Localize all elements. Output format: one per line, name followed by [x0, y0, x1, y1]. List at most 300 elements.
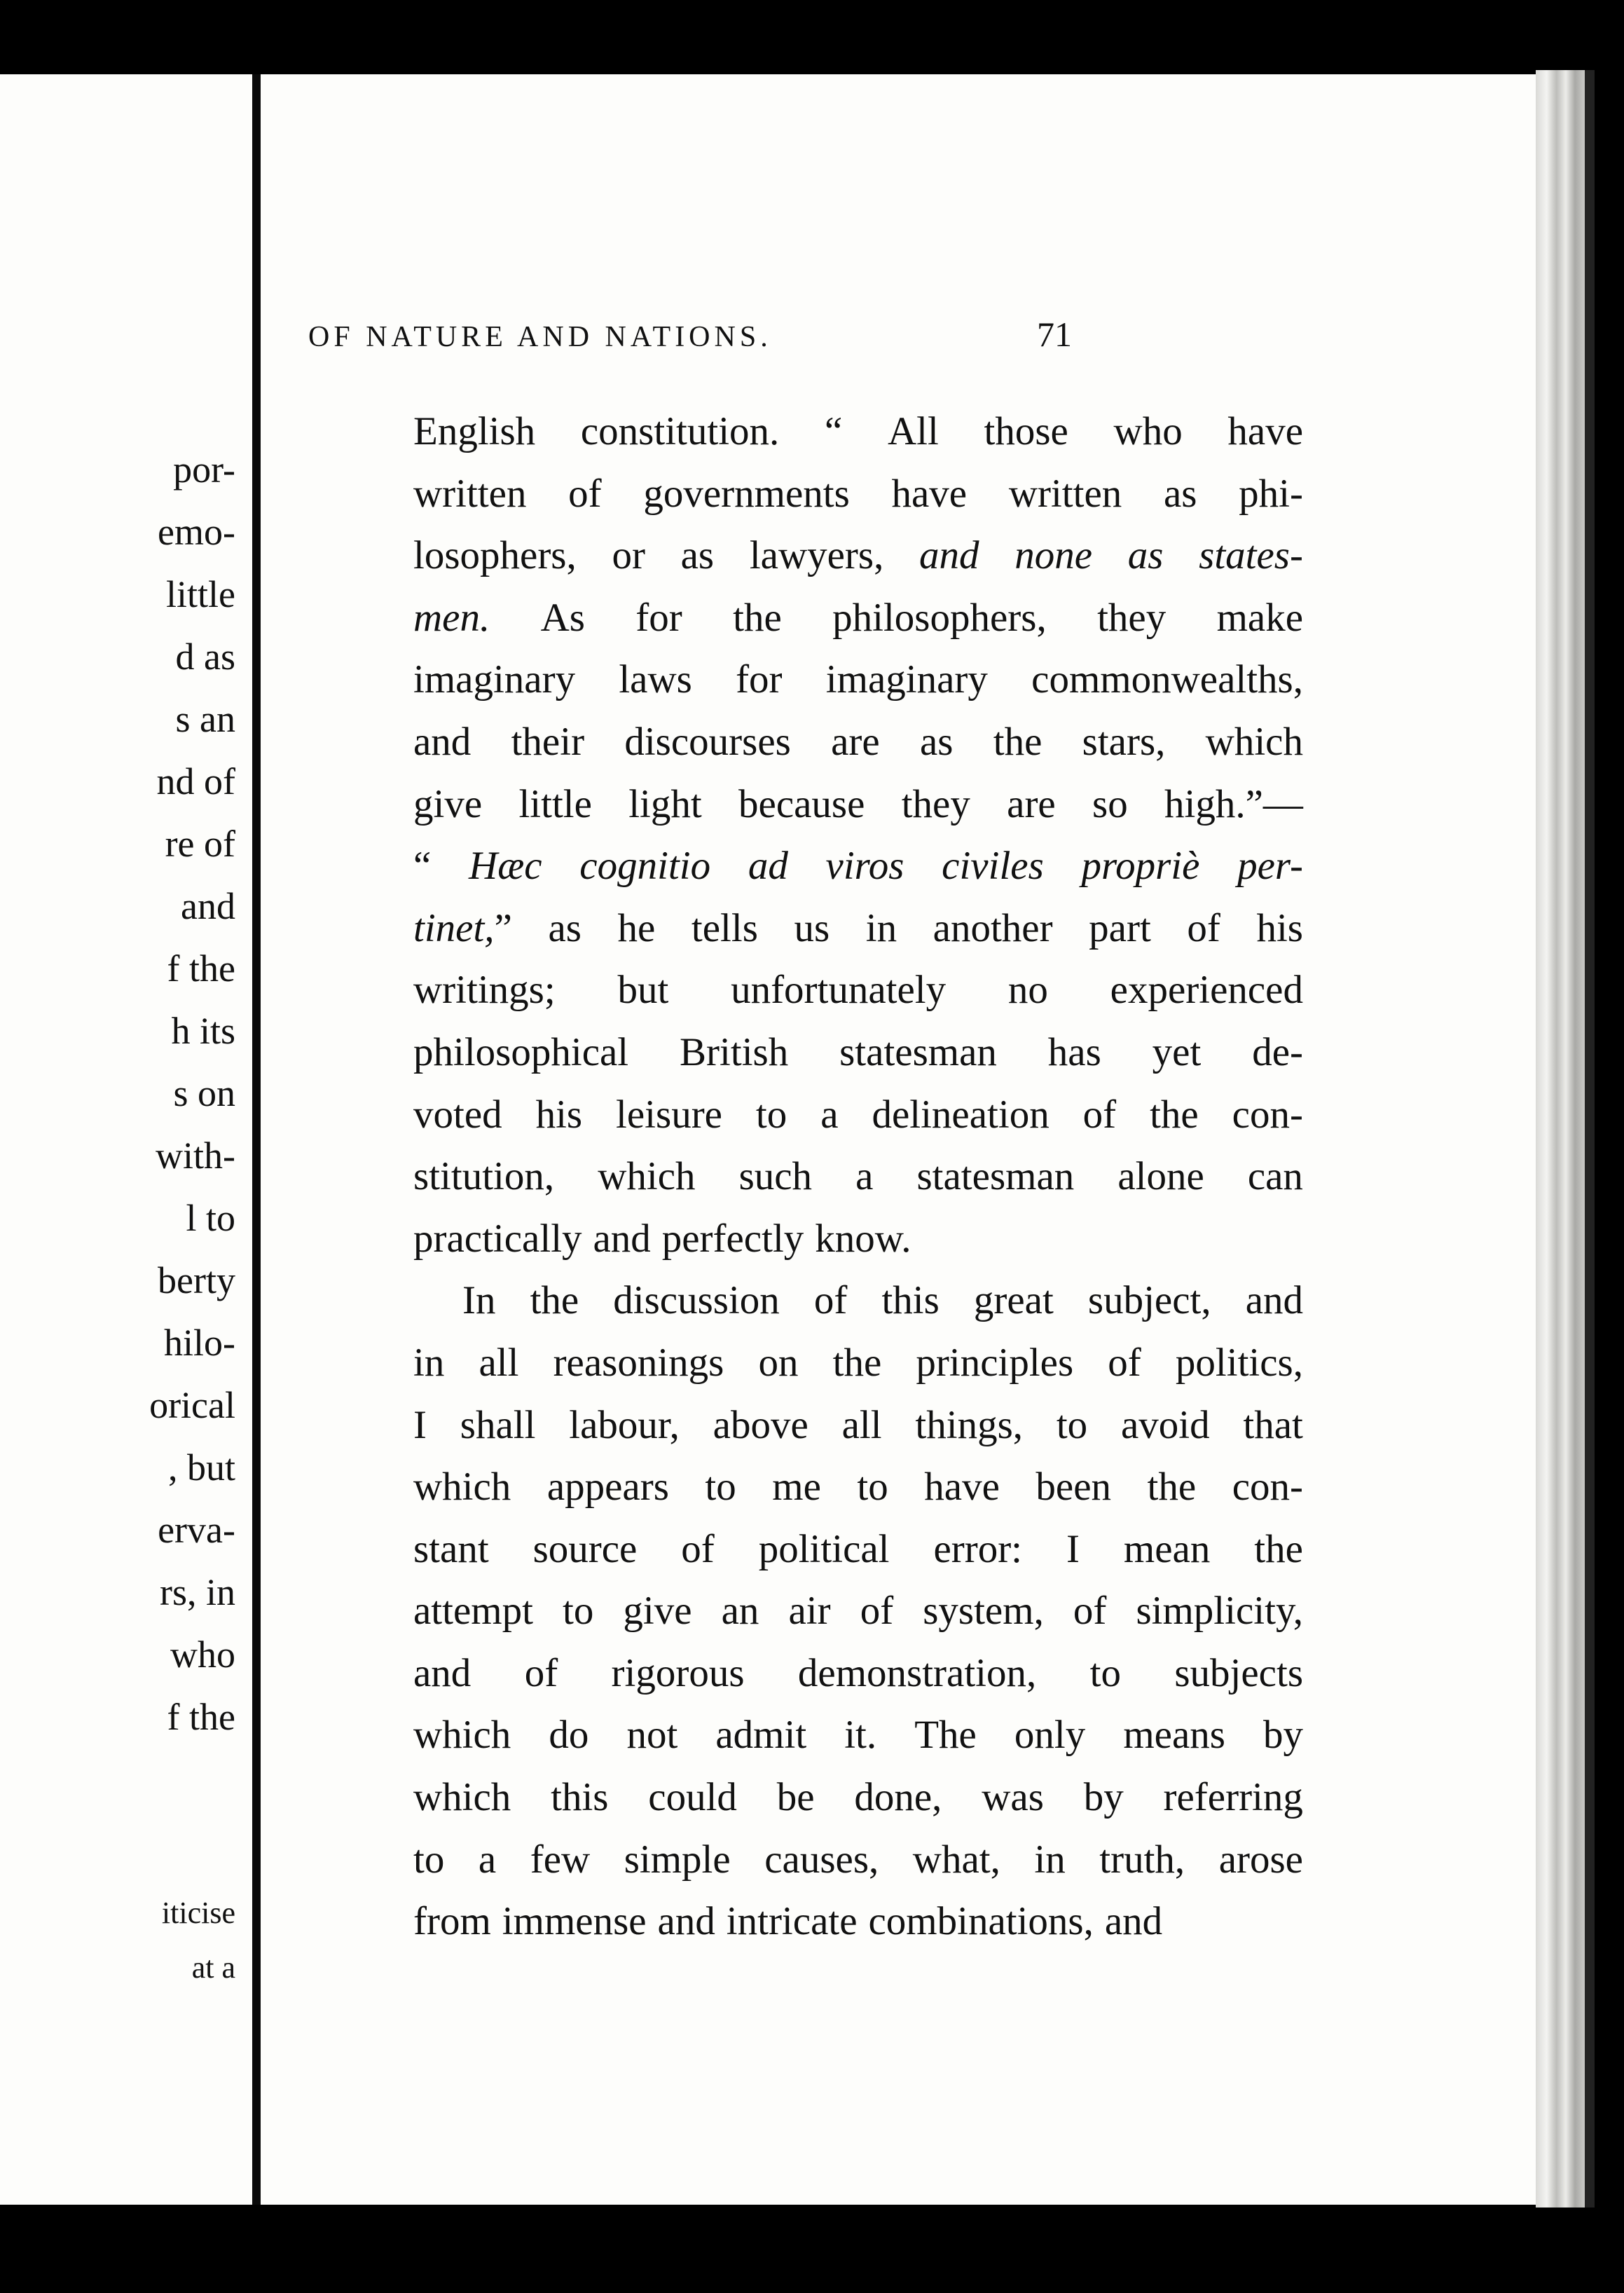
roman-text: which — [413, 1775, 511, 1820]
italic-text: tinet, — [413, 905, 495, 950]
word — [764, 1829, 879, 1891]
roman-text: a — [855, 1154, 874, 1199]
word — [919, 525, 979, 587]
roman-text: referring — [1163, 1775, 1303, 1820]
roman-text: leisure — [616, 1092, 722, 1137]
roman-text: part — [1089, 905, 1151, 950]
word — [413, 1829, 444, 1891]
roman-text: and — [1104, 1899, 1163, 1944]
roman-text: of — [524, 1650, 558, 1695]
roman-text: it. — [844, 1713, 877, 1758]
roman-text: of — [813, 1278, 848, 1323]
roman-text: con- — [1232, 1465, 1303, 1510]
word — [913, 1829, 1000, 1891]
roman-text: mean — [1123, 1526, 1211, 1571]
roman-text: of — [1082, 1092, 1117, 1137]
roman-text: avoid — [1120, 1402, 1210, 1447]
word — [1152, 1022, 1202, 1084]
roman-text: the — [733, 595, 782, 640]
word — [831, 711, 880, 774]
roman-text: stitution, — [413, 1154, 555, 1199]
text-line — [413, 1270, 1303, 1332]
roman-text: so — [1092, 781, 1128, 826]
word — [413, 1580, 533, 1643]
roman-text: simple — [624, 1837, 731, 1882]
word — [1164, 774, 1303, 836]
word — [839, 1022, 997, 1084]
roman-text: to — [413, 1837, 445, 1882]
word — [413, 649, 575, 711]
word — [1227, 401, 1303, 463]
word — [413, 1767, 511, 1829]
roman-text: the — [1254, 1526, 1303, 1571]
word — [733, 587, 782, 650]
word — [705, 1456, 736, 1519]
word — [413, 587, 490, 650]
roman-text: but — [617, 968, 669, 1013]
roman-text: error: — [933, 1526, 1023, 1571]
word — [612, 1643, 745, 1705]
roman-text: of — [860, 1589, 894, 1634]
word — [1150, 1084, 1199, 1146]
word — [868, 1891, 1093, 1953]
word — [739, 1146, 812, 1208]
roman-text: know. — [815, 1216, 911, 1261]
roman-text: have — [924, 1465, 1000, 1510]
roman-text: reasonings — [553, 1340, 724, 1385]
roman-text: In — [462, 1278, 496, 1323]
word — [772, 1456, 821, 1519]
left-page-line: , but — [167, 1446, 235, 1488]
roman-text: unfortunately — [731, 968, 947, 1013]
text-line — [413, 774, 1303, 836]
roman-text: not — [626, 1713, 678, 1758]
roman-text: losophers, — [413, 533, 577, 578]
roman-text: for — [635, 595, 682, 640]
word — [933, 1519, 1022, 1581]
word — [1219, 1829, 1303, 1891]
text-line — [413, 898, 1303, 960]
word — [789, 1580, 831, 1643]
roman-text: The — [914, 1713, 977, 1758]
text-line — [413, 1519, 1303, 1581]
book-gutter — [252, 74, 261, 2205]
word — [598, 1146, 695, 1208]
roman-text: shall — [460, 1402, 536, 1447]
roman-text: I — [413, 1402, 427, 1447]
word — [413, 525, 577, 587]
word — [1082, 711, 1166, 774]
roman-text: discussion — [613, 1278, 780, 1323]
roman-text: this — [551, 1775, 609, 1820]
word — [553, 1332, 724, 1395]
word — [1073, 1580, 1106, 1643]
text-line — [413, 401, 1303, 463]
word — [1097, 587, 1166, 650]
word — [866, 898, 897, 960]
word — [748, 835, 788, 898]
roman-text: source — [532, 1526, 638, 1571]
roman-text: practically — [413, 1216, 582, 1261]
word — [1089, 898, 1151, 960]
roman-text: alone — [1117, 1154, 1204, 1199]
roman-text: only — [1014, 1713, 1086, 1758]
word — [1117, 1146, 1204, 1208]
word — [982, 1767, 1044, 1829]
word — [872, 1084, 1049, 1146]
roman-text: written — [1008, 471, 1122, 516]
roman-text: such — [738, 1154, 813, 1199]
roman-text: statesman — [839, 1029, 997, 1074]
text-line — [413, 1332, 1303, 1395]
left-page-note-line: at a — [191, 1950, 235, 1985]
italic-text: cognitio — [579, 844, 711, 889]
word — [413, 1519, 489, 1581]
roman-text: experienced — [1110, 968, 1303, 1013]
roman-text: means — [1123, 1713, 1225, 1758]
roman-text: to — [563, 1589, 594, 1634]
roman-text: “ — [824, 409, 843, 453]
roman-text: on — [758, 1340, 799, 1385]
word — [1105, 1891, 1162, 1953]
roman-text: of — [1108, 1340, 1141, 1385]
left-page-line: berty — [158, 1259, 235, 1301]
roman-text: from — [413, 1899, 491, 1944]
italic-text: as — [1127, 533, 1164, 578]
word — [581, 401, 779, 463]
text-line — [413, 1704, 1303, 1767]
word — [413, 401, 535, 463]
roman-text: the — [993, 719, 1042, 764]
word — [530, 1829, 590, 1891]
left-page — [0, 74, 252, 2205]
left-page-line: re of — [165, 823, 235, 865]
word — [681, 1519, 714, 1581]
word — [923, 1580, 1044, 1643]
italic-text: none — [1014, 533, 1093, 578]
roman-text: are — [1007, 781, 1056, 826]
roman-text: admit — [715, 1713, 807, 1758]
word — [974, 1270, 1054, 1332]
word — [1136, 1580, 1303, 1643]
roman-text: give — [413, 781, 483, 826]
word — [635, 587, 682, 650]
roman-text: of — [1073, 1589, 1107, 1634]
roman-text: which — [598, 1154, 696, 1199]
roman-text: voted — [413, 1092, 502, 1137]
roman-text: writings; — [413, 968, 556, 1013]
word — [549, 1704, 589, 1767]
word — [826, 649, 988, 711]
roman-text: constitution. — [580, 409, 780, 453]
roman-text: as — [919, 719, 954, 764]
left-page-line: l to — [186, 1197, 235, 1239]
roman-text: their — [511, 719, 585, 764]
word — [680, 1022, 788, 1084]
word — [738, 774, 865, 836]
word — [722, 1580, 759, 1643]
word — [648, 1767, 737, 1829]
word — [1263, 1704, 1303, 1767]
roman-text: de- — [1252, 1029, 1303, 1074]
text-line — [413, 1829, 1303, 1891]
left-page-line: little — [166, 573, 235, 615]
roman-text: that — [1243, 1402, 1303, 1447]
word — [613, 1270, 780, 1332]
word — [1256, 898, 1303, 960]
text-line — [413, 1084, 1303, 1146]
word — [612, 525, 645, 587]
roman-text: to — [705, 1465, 736, 1510]
word — [756, 1084, 787, 1146]
roman-text: philosophers, — [832, 595, 1047, 640]
roman-text: could — [648, 1775, 737, 1820]
left-page-line: d as — [175, 636, 235, 678]
word — [413, 1332, 444, 1395]
roman-text: the — [1150, 1092, 1199, 1137]
roman-text: and — [657, 1899, 715, 1944]
word — [1239, 463, 1303, 526]
roman-text: above — [713, 1402, 808, 1447]
roman-text: lawyers, — [749, 533, 884, 578]
left-page-line: erva- — [158, 1509, 235, 1551]
roman-text: who — [1113, 409, 1183, 453]
text-line — [413, 1022, 1303, 1084]
word — [1199, 525, 1303, 587]
roman-text: as — [548, 905, 582, 950]
roman-text: in — [1034, 1837, 1066, 1882]
left-page-line: emo- — [158, 511, 235, 553]
text-line — [413, 835, 1303, 898]
word — [1232, 1456, 1303, 1519]
left-page-line: f the — [167, 947, 235, 990]
roman-text: “ — [413, 844, 432, 889]
text-line — [413, 525, 1303, 587]
roman-text: have — [1227, 409, 1303, 453]
word — [502, 1891, 647, 1953]
roman-text: to — [755, 1092, 787, 1137]
word — [1252, 1022, 1303, 1084]
roman-text: yet — [1152, 1029, 1202, 1074]
text-line — [413, 959, 1303, 1022]
roman-text: in — [413, 1340, 445, 1385]
word — [1237, 835, 1303, 898]
word — [825, 401, 842, 463]
roman-text: intricate — [726, 1899, 858, 1944]
roman-text: delineation — [872, 1092, 1050, 1137]
roman-text: things, — [915, 1402, 1023, 1447]
word — [413, 774, 482, 836]
word — [460, 1395, 536, 1457]
roman-text: politics, — [1175, 1340, 1303, 1385]
italic-text: viros — [825, 844, 904, 889]
word — [1246, 1270, 1303, 1332]
word — [1009, 463, 1122, 526]
roman-text: truth, — [1099, 1837, 1185, 1882]
word — [547, 1456, 669, 1519]
word — [479, 1829, 496, 1891]
word — [759, 1519, 890, 1581]
left-page-line: rs, in — [160, 1571, 235, 1613]
word — [511, 711, 584, 774]
roman-text: because — [738, 781, 865, 826]
word — [413, 1084, 502, 1146]
word — [1248, 1146, 1303, 1208]
roman-text: light — [628, 781, 702, 826]
word — [1092, 774, 1128, 836]
text-line — [413, 587, 1303, 650]
word — [1035, 1456, 1111, 1519]
roman-text: principles — [916, 1340, 1074, 1385]
word — [413, 1704, 511, 1767]
roman-text: stars, — [1082, 719, 1166, 764]
text-line — [413, 1146, 1303, 1208]
word — [814, 1270, 847, 1332]
left-page-line: who — [170, 1634, 235, 1676]
left-page-line: s an — [175, 698, 235, 740]
word — [525, 1643, 558, 1705]
roman-text: us — [794, 905, 830, 950]
word — [413, 959, 556, 1022]
word — [1090, 1643, 1121, 1705]
roman-text: British — [680, 1029, 789, 1074]
word — [548, 898, 581, 960]
word — [413, 1022, 628, 1084]
word — [826, 835, 904, 898]
roman-text: and — [1245, 1278, 1303, 1323]
italic-text: per- — [1237, 844, 1303, 889]
roman-text: demonstration, — [797, 1650, 1037, 1695]
left-page-line: por- — [173, 449, 235, 491]
word — [984, 401, 1068, 463]
roman-text: phi- — [1239, 471, 1303, 516]
paragraph — [413, 401, 1303, 1270]
roman-text: con- — [1232, 1092, 1303, 1137]
word — [815, 1208, 911, 1271]
word — [1082, 835, 1200, 898]
italic-text: Hæc — [469, 844, 542, 889]
roman-text: attempt — [413, 1589, 533, 1634]
word — [462, 1270, 495, 1332]
word — [915, 1395, 1023, 1457]
text-line — [413, 1643, 1303, 1705]
left-page-line: hilo- — [164, 1322, 235, 1364]
roman-text: stant — [413, 1526, 489, 1571]
roman-text: which — [413, 1713, 511, 1758]
left-page-footnote — [0, 1886, 235, 1995]
roman-text: to — [1056, 1402, 1088, 1447]
roman-text: give — [623, 1589, 692, 1634]
word — [628, 774, 702, 836]
roman-text: governments — [643, 471, 850, 516]
roman-text: As — [540, 595, 585, 640]
left-page-note-line: iticise — [161, 1896, 235, 1930]
roman-text: causes, — [764, 1837, 879, 1882]
roman-text: make — [1216, 595, 1303, 640]
page-number: 71 — [1037, 315, 1072, 354]
roman-text: all — [479, 1340, 519, 1385]
word — [854, 1767, 942, 1829]
roman-text: few — [530, 1837, 591, 1882]
roman-text: been — [1035, 1465, 1112, 1510]
word — [892, 463, 968, 526]
word — [1164, 463, 1197, 526]
roman-text: imaginary — [825, 657, 988, 702]
roman-text: done, — [854, 1775, 942, 1820]
word — [533, 1519, 638, 1581]
word — [479, 1332, 518, 1395]
word — [1164, 1767, 1303, 1829]
left-page-line: with- — [156, 1135, 235, 1177]
word — [881, 1270, 939, 1332]
roman-text: do — [549, 1713, 589, 1758]
roman-text: system, — [923, 1589, 1044, 1634]
word — [1174, 1643, 1303, 1705]
roman-text: the — [832, 1340, 882, 1385]
word — [832, 587, 1047, 650]
word — [413, 1208, 582, 1271]
word — [1007, 774, 1056, 836]
roman-text: combinations, — [868, 1899, 1094, 1944]
roman-text: All — [887, 409, 939, 453]
word — [842, 1395, 882, 1457]
word — [413, 1146, 554, 1208]
word — [844, 1704, 876, 1767]
word — [413, 1891, 491, 1953]
word — [624, 1829, 731, 1891]
roman-text: and — [593, 1216, 651, 1261]
roman-text: they — [1097, 595, 1167, 640]
roman-text: statesman — [916, 1154, 1075, 1199]
word — [568, 463, 601, 526]
roman-text: ” — [494, 905, 512, 950]
word — [658, 1891, 715, 1953]
roman-text: his — [1256, 905, 1303, 950]
word — [541, 587, 585, 650]
roman-text: imaginary — [413, 657, 576, 702]
word — [1124, 1519, 1210, 1581]
roman-text: air — [788, 1589, 831, 1634]
word — [569, 1395, 680, 1457]
word — [1014, 525, 1092, 587]
word — [1243, 1395, 1302, 1457]
word — [1088, 1270, 1211, 1332]
roman-text: as — [680, 533, 715, 578]
roman-text: they — [901, 781, 970, 826]
text-line — [413, 463, 1303, 526]
word — [593, 1208, 650, 1271]
roman-text: another — [933, 905, 1053, 950]
word — [924, 1456, 1000, 1519]
paragraph — [413, 1270, 1303, 1953]
word — [798, 1643, 1036, 1705]
roman-text: me — [772, 1465, 821, 1510]
text-line — [413, 649, 1303, 711]
roman-text: which — [413, 1465, 511, 1510]
word — [942, 835, 1044, 898]
word — [626, 1704, 677, 1767]
word — [1206, 711, 1303, 774]
page-edge-shadow — [1585, 70, 1595, 2208]
word — [1121, 1395, 1210, 1457]
roman-text: he — [617, 905, 656, 950]
roman-text: have — [891, 471, 968, 516]
word — [1232, 1084, 1303, 1146]
body-text — [413, 401, 1303, 1953]
word — [1123, 1704, 1225, 1767]
roman-text: in — [865, 905, 897, 950]
word — [1114, 401, 1183, 463]
